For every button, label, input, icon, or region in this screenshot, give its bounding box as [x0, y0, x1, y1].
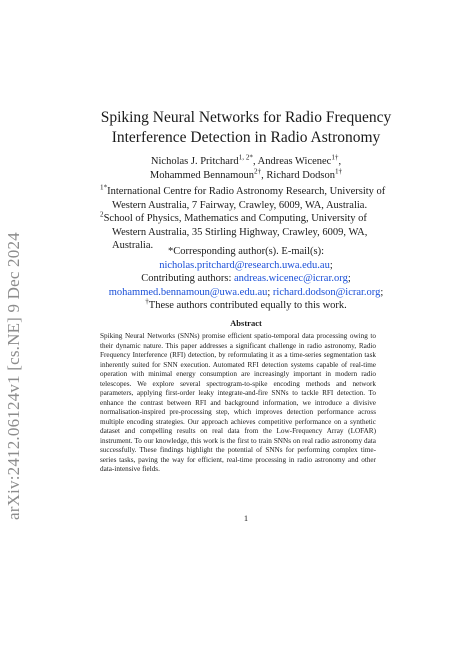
- equal-contribution-text: These authors contributed equally to this work.: [148, 300, 347, 311]
- punctuation: ;: [347, 273, 351, 284]
- title-line-2: Interference Detection in Radio Astronomy: [111, 129, 381, 146]
- contributing-label: Contributing authors:: [141, 273, 234, 284]
- author-list: [60, 155, 432, 183]
- author-line-2: [60, 169, 432, 183]
- author-marks: 1†: [331, 153, 339, 162]
- author-separator: ,: [338, 156, 342, 167]
- punctuation: ;: [267, 286, 273, 298]
- equal-contribution-note: [60, 299, 432, 313]
- abstract-body: Spiking Neural Networks (SNNs) promise efficient spatio-temporal data processing owing to their dynamic nature. This paper addresses a significant challenge in radio astronomy, Radio Frequency Interference (RFI) detection, by reformulating it as a time-series segmentation task inherently suited for SNN execution. Automated RFI detection systems capable of real-time operation with minimal energy consumption are increasingly important in modern radio telescopes. We explore several spectrogram-to-spike encoding methods and network parameters, applying first-order leaky integrate-and-fire SNNs to tackle RFI detection. To enhance the contrast between RFI and background information, we introduce a divisive normalisation-inspired pre-processing step, which improves detection performance across multiple encoding strategies. Our approach achieves competitive performance on a synthetic dataset and compelling results on real data from the Low-Frequency Array (LOFAR) instrument. To our knowledge, this work is the first to train SNNs on real radio astronomy data successfully. These findings highlight the potential of SNNs for performing complex time-series tasks, paving the way for efficient, real-time processing in radio astronomy and other data-intensive fields.: [100, 332, 376, 473]
- affiliation-text: International Centre for Radio Astronomy Research, University of Western Australia, 7 Fairway, Crawley, 6009, WA, Australia.: [107, 186, 386, 211]
- page-number: 1: [243, 513, 249, 523]
- punctuation: ;: [380, 286, 384, 298]
- corresponding-label: *Corresponding author(s). E-mail(s):: [167, 246, 324, 257]
- email-link-wicenec[interactable]: andreas.wicenec@icrar.org: [233, 273, 348, 284]
- abstract-heading: Abstract: [230, 318, 262, 328]
- affiliation-mark: 1*: [100, 183, 108, 192]
- author-name: Richard Dodson: [266, 170, 335, 181]
- contributing-line: [60, 272, 432, 286]
- punctuation: ;: [329, 259, 333, 271]
- paper-title: [60, 108, 432, 148]
- author-marks: 1†: [334, 167, 343, 176]
- affiliation-text: School of Physics, Mathematics and Computing, University of Western Australia, 35 Stirling Highway, Crawley, 6009, WA, Australia.: [103, 213, 368, 251]
- author-marks: 1, 2*: [238, 153, 253, 162]
- author-line-1: [60, 155, 432, 169]
- affiliation-list: [100, 185, 400, 253]
- equal-contribution-mark: †: [145, 297, 149, 306]
- title-line-1: Spiking Neural Networks for Radio Frequency: [100, 109, 392, 126]
- arxiv-identifier: arXiv:2412.06124v1 [cs.NE] 9 Dec 2024: [4, 232, 23, 520]
- affiliation-mark: 2: [100, 210, 104, 219]
- author-name: Andreas Wicenec: [257, 156, 332, 167]
- author-separator: ,: [261, 170, 267, 181]
- contributing-emails-line: [60, 286, 432, 300]
- author-marks: 2†: [254, 167, 262, 176]
- email-link-pritchard[interactable]: nicholas.pritchard@research.uwa.edu.au: [159, 259, 330, 271]
- email-link-dodson[interactable]: richard.dodson@icrar.org: [272, 286, 381, 298]
- affiliation-1: [100, 185, 400, 212]
- email-link-bennamoun[interactable]: mohammed.bennamoun@uwa.edu.au: [108, 286, 268, 298]
- author-name: Mohammed Bennamoun: [149, 170, 255, 181]
- corresponding-email-line: [60, 259, 432, 273]
- author-separator: ,: [252, 156, 258, 167]
- contact-block: [60, 245, 432, 313]
- author-name: Nicholas J. Pritchard: [150, 156, 239, 167]
